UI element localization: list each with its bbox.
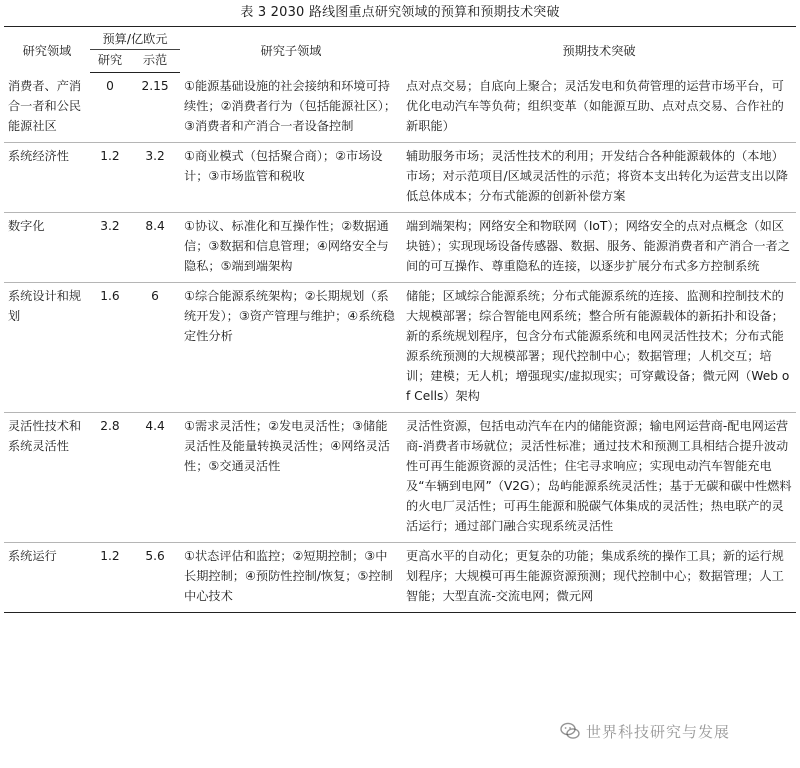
- wechat-icon: [560, 721, 580, 741]
- cell-area: 系统经济性: [4, 142, 90, 212]
- header-subarea: 研究子领域: [260, 43, 322, 58]
- cell-subarea: ①需求灵活性；②发电灵活性；③储能灵活性及能量转换灵活性；④网络灵活性；⑤交通灵活性: [180, 412, 402, 542]
- cell-research-budget: 2.8: [90, 412, 130, 542]
- table-row: [4, 142, 796, 212]
- header-budget: 预算/亿欧元: [90, 27, 180, 50]
- wechat-watermark: [560, 718, 792, 744]
- table-row: [4, 542, 796, 612]
- cell-subarea: ①状态评估和监控；②短期控制；③中长期控制；④预防性控制/恢复；⑤控制中心技术: [180, 542, 402, 612]
- cell-breakthrough: 端到端架构；网络安全和物联网（IoT）；网络安全的点对点概念（如区块链）；实现现场设备传感器、数据、服务、能源消费者和产消合一者之间的可互操作、尊重隐私的连接，以逐步扩展分布式多方控制系统: [402, 212, 796, 282]
- cell-research-budget: 1.6: [90, 282, 130, 412]
- header-area: 研究领域: [22, 43, 72, 58]
- cell-demo-budget: 8.4: [130, 212, 180, 282]
- cell-research-budget: 1.2: [90, 142, 130, 212]
- budget-breakthrough-table: [4, 26, 796, 613]
- cell-demo-budget: 3.2: [130, 142, 180, 212]
- cell-breakthrough: 更高水平的自动化；更复杂的功能；集成系统的操作工具；新的运行规划程序；大规模可再生能源资源预测；现代控制中心；数据管理；人工智能；大型直流-交流电网；微元网: [402, 542, 796, 612]
- cell-area: 灵活性技术和系统灵活性: [4, 412, 90, 542]
- table-row: [4, 212, 796, 282]
- cell-research-budget: 0: [90, 73, 130, 143]
- cell-area: 系统设计和规划: [4, 282, 90, 412]
- cell-breakthrough: 储能；区域综合能源系统；分布式能源系统的连接、监测和控制技术的大规模部署；综合智能电网系统；整合所有能源载体的新拓扑和设备；新的系统规划程序，包含分布式能源系统和电网灵活性技术；分布式能源系统预测的大规模部署；现代控制中心；数据管理；人机交互；培训；建模；无人机；增强现实/虚拟现实；可穿戴设备；微元网（Web of Cells）架构: [402, 282, 796, 412]
- header-demo: 示范: [130, 50, 180, 73]
- cell-breakthrough: 点对点交易；自底向上聚合；灵活发电和负荷管理的运营市场平台，可优化电动汽车等负荷；组织变革（如能源互助、点对点交易、合作社的新职能）: [402, 73, 796, 143]
- table-caption: 表 3 2030 路线图重点研究领域的预算和预期技术突破: [240, 5, 560, 20]
- cell-subarea: ①能源基础设施的社会接纳和环境可持续性；②消费者行为（包括能源社区）；③消费者和产消合一者设备控制: [180, 73, 402, 143]
- header-research: 研究: [90, 50, 130, 73]
- cell-demo-budget: 4.4: [130, 412, 180, 542]
- cell-subarea: ①协议、标准化和互操作性；②数据通信；③数据和信息管理；④网络安全与隐私；⑤端到端架构: [180, 212, 402, 282]
- table-row: [4, 282, 796, 412]
- table-row: [4, 412, 796, 542]
- cell-research-budget: 3.2: [90, 212, 130, 282]
- cell-breakthrough: 辅助服务市场；灵活性技术的利用；开发结合各种能源载体的（本地）市场；对示范项目/区域灵活性的示范；将资本支出转化为运营支出以降低总体成本；分布式能源的创新补偿方案: [402, 142, 796, 212]
- table-row: [4, 73, 796, 143]
- header-breakthrough: 预期技术突破: [562, 43, 636, 58]
- cell-area: 数字化: [4, 212, 90, 282]
- cell-subarea: ①商业模式（包括聚合商）；②市场设计；③市场监管和税收: [180, 142, 402, 212]
- watermark-text: 世界科技研究与发展: [586, 722, 731, 741]
- cell-demo-budget: 5.6: [130, 542, 180, 612]
- cell-demo-budget: 6: [130, 282, 180, 412]
- cell-area: 系统运行: [4, 542, 90, 612]
- cell-subarea: ①综合能源系统架构；②长期规划（系统开发）；③资产管理与维护；④系统稳定性分析: [180, 282, 402, 412]
- cell-breakthrough: 灵活性资源，包括电动汽车在内的储能资源；输电网运营商-配电网运营商-消费者市场就位；灵活性标准；通过技术和预测工具相结合提升波动性可再生能源资源的灵活性；住宅寻求响应；实现电动汽车智能充电及“车辆到电网”（V2G）；岛屿能源系统灵活性；基于无碳和碳中性燃料的火电厂灵活性；可再生能源和脱碳气体集成的灵活性；热电联产的灵活运行；通过部门融合实现系统灵活性: [402, 412, 796, 542]
- cell-research-budget: 1.2: [90, 542, 130, 612]
- cell-demo-budget: 2.15: [130, 73, 180, 143]
- cell-area: 消费者、产消合一者和公民能源社区: [4, 73, 90, 143]
